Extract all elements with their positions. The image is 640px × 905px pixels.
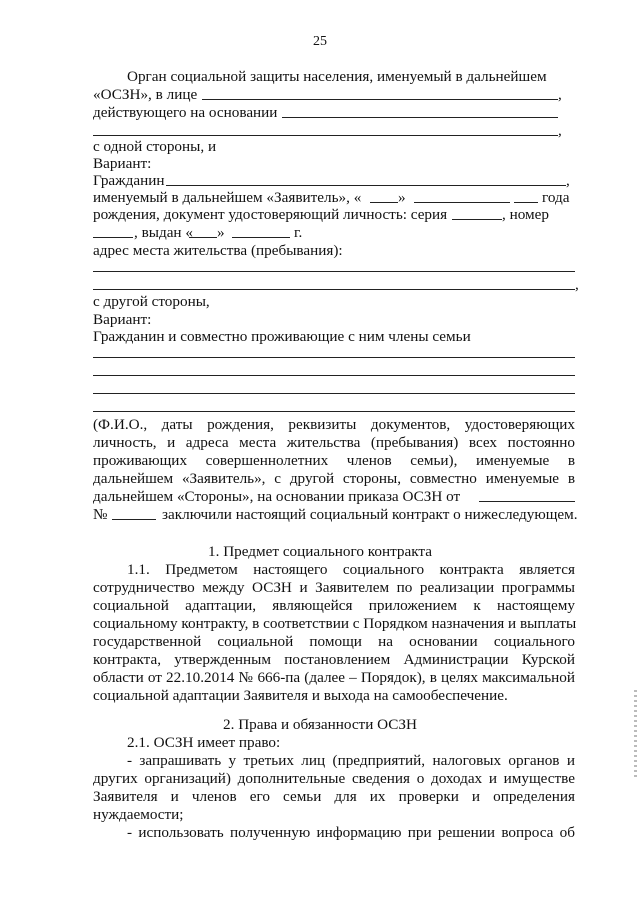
section-1-line-4: социальному контракту, в соответствии с Порядком назначения и выплаты [93, 615, 577, 632]
fill-family-4 [93, 411, 575, 412]
section-2-line-4: нуждаемости; [93, 806, 184, 823]
quote-close: » [217, 224, 225, 241]
page-number: 25 [313, 34, 327, 49]
section-2-line-2: других организаций) дополнительные сведения о доходах и имуществе [93, 770, 575, 787]
fill-line-citizen [166, 185, 566, 186]
quote-close: » [398, 189, 406, 206]
section-2-title: 2. Права и обязанности ОСЗН [223, 716, 417, 733]
year-abbr: г. [294, 224, 303, 241]
fill-order-date [479, 501, 575, 502]
fill-line-basis [282, 117, 558, 118]
fill-issued-day [189, 237, 217, 238]
fill-family-3 [93, 393, 575, 394]
intro-line-2 [93, 86, 197, 104]
section-1-line-6: контракта, утвержденным постановлением Администрации Курской [93, 651, 575, 668]
fill-month [414, 202, 510, 203]
birth-doc-label: рождения, документ удостоверяющий личность: серия [93, 206, 448, 223]
address-label: адрес места жительства (пребывания): [93, 242, 343, 259]
number-label: , номер [502, 206, 549, 223]
section-1-line-5: государственной социальной помощи на основании социального [93, 633, 575, 650]
section-1-line-7: области от 22.10.2014 № 666-па (далее – Порядок), в целях максимальной [93, 669, 575, 686]
section-2-line-3: Заявителя и членов его семьи для их проверки и определения [93, 788, 575, 805]
intro-line-4: с одной стороны, и [93, 138, 217, 155]
fill-series [452, 219, 502, 220]
intro-line-3: действующего на основании [93, 104, 278, 121]
intro-line-1: Орган социальной защиты населения, именуемый в дальнейшем [127, 68, 547, 85]
fill-address-2 [93, 289, 575, 290]
comma: , [558, 86, 562, 103]
comma: , [575, 276, 579, 293]
fio-line-2: личность, и адреса места жительства (пребывания) всех постоянно [93, 434, 575, 451]
citizen-family-label: Гражданин и совместно проживающие с ним члены семьи [93, 328, 471, 345]
section-1-line-1: 1.1. Предметом настоящего социального контракта является [127, 561, 575, 578]
section-2-line-5: - использовать полученную информацию при решении вопроса об [127, 824, 575, 841]
fill-day [370, 202, 398, 203]
year-word: года [542, 189, 570, 206]
section-1-title: 1. Предмет социального контракта [208, 543, 432, 560]
fill-line-person [202, 99, 558, 100]
scan-edge-marks [634, 690, 637, 780]
named-applicant: именуемый в дальнейшем «Заявитель», « [93, 189, 362, 206]
fio-line-1: (Ф.И.О., даты рождения, реквизиты документов, удостоверяющих [93, 416, 575, 433]
fill-year [514, 202, 538, 203]
fill-number [93, 237, 133, 238]
fill-issued-month [232, 237, 290, 238]
fio-line-5: дальнейшем «Стороны», на основании приказа ОСЗН от [93, 488, 461, 505]
fill-order-number [112, 519, 156, 520]
fio-line-4: дальнейшем «Заявитель», с другой стороны, совместно именуемые в [93, 470, 575, 487]
section-1-line-8: социальной адаптации Заявителя и выхода на самообеспечение. [93, 687, 508, 704]
other-side-label: с другой стороны, [93, 293, 210, 310]
fio-line-6: заключили настоящий социальный контракт о нижеследующем. [162, 506, 578, 523]
section-2-line-1: - запрашивать у третьих лиц (предприятий, налоговых органов и [127, 752, 575, 769]
citizen-label: Гражданин [93, 172, 165, 189]
issued-label: , выдан « [134, 224, 193, 241]
comma: , [566, 172, 570, 189]
fio-line-3: проживающих совершеннолетних членов семьи), именуемые в [93, 452, 575, 469]
number-sign: № [93, 506, 108, 523]
fill-family-2 [93, 375, 575, 376]
fill-address-1 [93, 271, 575, 272]
section-1-line-3: социальной адаптации, являющейся приложением к настоящему [93, 597, 575, 614]
fill-line-basis-2 [93, 135, 558, 136]
section-1-line-2: сотрудничество между ОСЗН и Заявителем по реализации программы [93, 579, 575, 596]
variant-label-2: Вариант: [93, 311, 152, 328]
section-2-subtitle: 2.1. ОСЗН имеет право: [127, 734, 281, 751]
comma: , [558, 122, 562, 139]
variant-label-1: Вариант: [93, 155, 152, 172]
intro-osdn-label: «ОСЗН», в лице [93, 86, 198, 103]
fill-family-1 [93, 357, 575, 358]
